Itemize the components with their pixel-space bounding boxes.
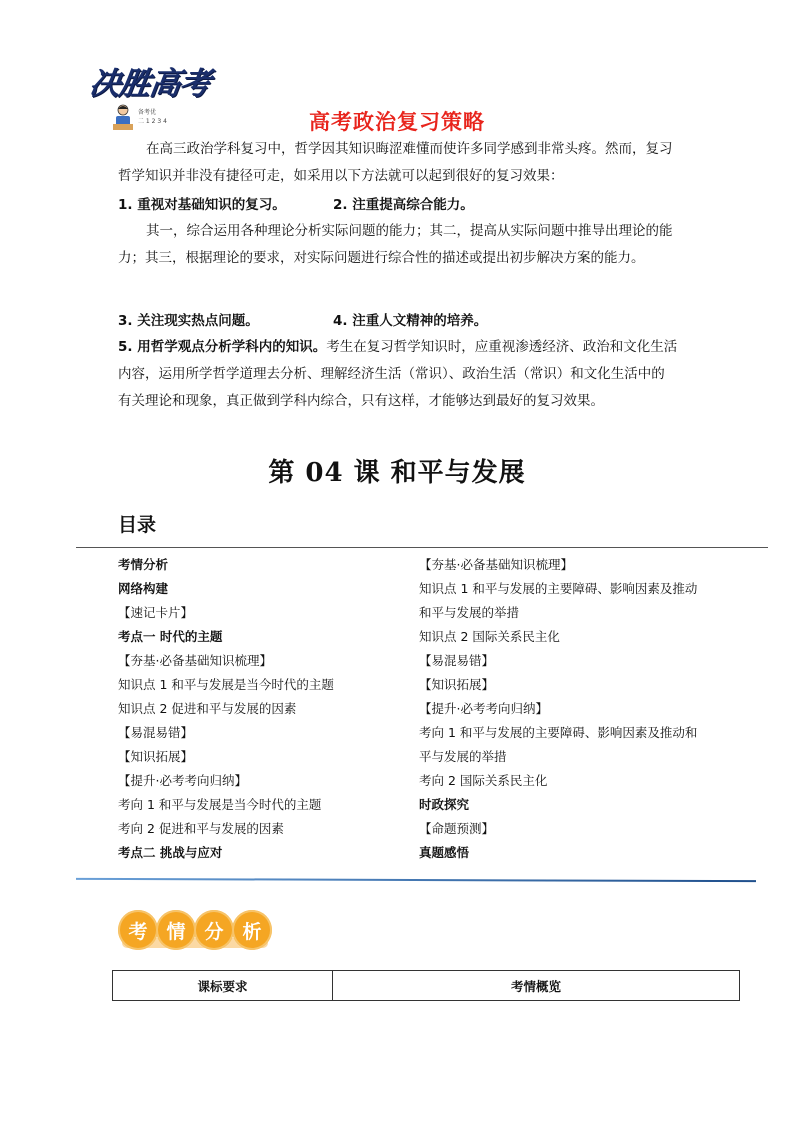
toc-item[interactable]: 【命题预测】 <box>419 821 495 836</box>
toc-item[interactable]: 考向 2 促进和平与发展的因素 <box>118 821 284 836</box>
lesson-title: 第 04 课 和平与发展 <box>268 458 526 488</box>
toc-item[interactable]: 考点二 挑战与应对 <box>118 845 223 860</box>
toc-item[interactable]: 考向 2 国际关系民主化 <box>419 773 548 788</box>
toc-left-column <box>118 553 408 865</box>
method-1: 1. 重视对基础知识的复习。 <box>118 197 286 213</box>
toc-item[interactable]: 【速记卡片】 <box>118 605 194 620</box>
banner-character: 情 <box>156 910 196 950</box>
method-5-paragraph <box>118 334 678 415</box>
table-header-requirements: 课标要求 <box>113 971 333 1000</box>
toc-divider-bottom <box>76 878 756 882</box>
toc-right-column <box>419 553 709 865</box>
ability-paragraph: 其一，综合运用各种理论分析实际问题的能力；其二，提高从实际问题中推导出理论的能力；其三，根据理论的要求，对实际问题进行综合性的描述或提出初步解决方案的能力。 <box>118 223 673 266</box>
method-5-body: 考生在复习哲学知识时，应重视渗透经济、政治和文化生活内容，运用所学哲学道理去分析、理解经济生活（常识）、政治生活（常识）和文化生活中的有关理论和现象，真正做到学科内综合，只有这样，才能够达到最好的复习效果。 <box>118 339 678 409</box>
toc-item[interactable]: 考点一 时代的主题 <box>118 629 223 644</box>
toc-item[interactable]: 【知识拓展】 <box>118 749 194 764</box>
banner-character: 考 <box>118 910 158 950</box>
toc-item[interactable]: 【知识拓展】 <box>419 677 495 692</box>
methods-row-2 <box>118 309 678 329</box>
toc-item[interactable]: 【夯基·必备基础知识梳理】 <box>118 653 272 668</box>
methods-row-1 <box>118 193 678 213</box>
section-banner <box>118 910 278 952</box>
table-header-overview: 考情概览 <box>510 978 561 994</box>
method-5-lead: 5. 用哲学观点分析学科内的知识。 <box>118 339 327 355</box>
banner-character: 析 <box>232 910 272 950</box>
toc-item[interactable]: 【提升·必考考向归纳】 <box>419 701 548 716</box>
intro-paragraph: 在高三政治学科复习中，哲学因其知识晦涩难懂而使许多同学感到非常头疼。然而，复习哲学知识并非没有捷径可走，如采用以下方法就可以起到很好的复习效果： <box>118 141 673 184</box>
toc-item[interactable]: 【提升·必考考向归纳】 <box>118 773 247 788</box>
logo-subtitle: 备考优 二 1 2 3 4 <box>138 109 167 125</box>
page-title: 高考政治复习策略 <box>309 110 485 134</box>
toc-heading: 目录 <box>118 514 157 536</box>
toc-item[interactable]: 知识点 1 和平与发展是当今时代的主题 <box>118 677 334 692</box>
toc-item[interactable]: 知识点 2 国际关系民主化 <box>419 629 560 644</box>
toc-item[interactable]: 时政探究 <box>419 797 470 812</box>
toc-item[interactable]: 知识点 1 和平与发展的主要障碍、影响因素及推动和平与发展的举措 <box>419 581 698 620</box>
method-3: 3. 关注现实热点问题。 <box>118 313 259 329</box>
toc-item[interactable]: 考向 1 和平与发展是当今时代的主题 <box>118 797 322 812</box>
method-2: 2. 注重提高综合能力。 <box>333 197 474 213</box>
toc-item[interactable]: 【易混易错】 <box>419 653 495 668</box>
toc-item[interactable]: 真题感悟 <box>419 845 470 860</box>
exam-table-header <box>112 970 740 1001</box>
logo-text: 决胜高考 <box>86 66 213 102</box>
toc-item[interactable]: 【易混易错】 <box>118 725 194 740</box>
method-4: 4. 注重人文精神的培养。 <box>333 313 488 329</box>
toc-item[interactable]: 【夯基·必备基础知识梳理】 <box>419 557 573 572</box>
toc-item[interactable]: 网络构建 <box>118 581 169 596</box>
toc-item[interactable]: 考向 1 和平与发展的主要障碍、影响因素及推动和平与发展的举措 <box>419 725 698 764</box>
toc-item[interactable]: 知识点 2 促进和平与发展的因素 <box>118 701 297 716</box>
banner-character: 分 <box>194 910 234 950</box>
toc-item[interactable]: 考情分析 <box>118 557 169 572</box>
toc-divider-top <box>76 547 768 548</box>
